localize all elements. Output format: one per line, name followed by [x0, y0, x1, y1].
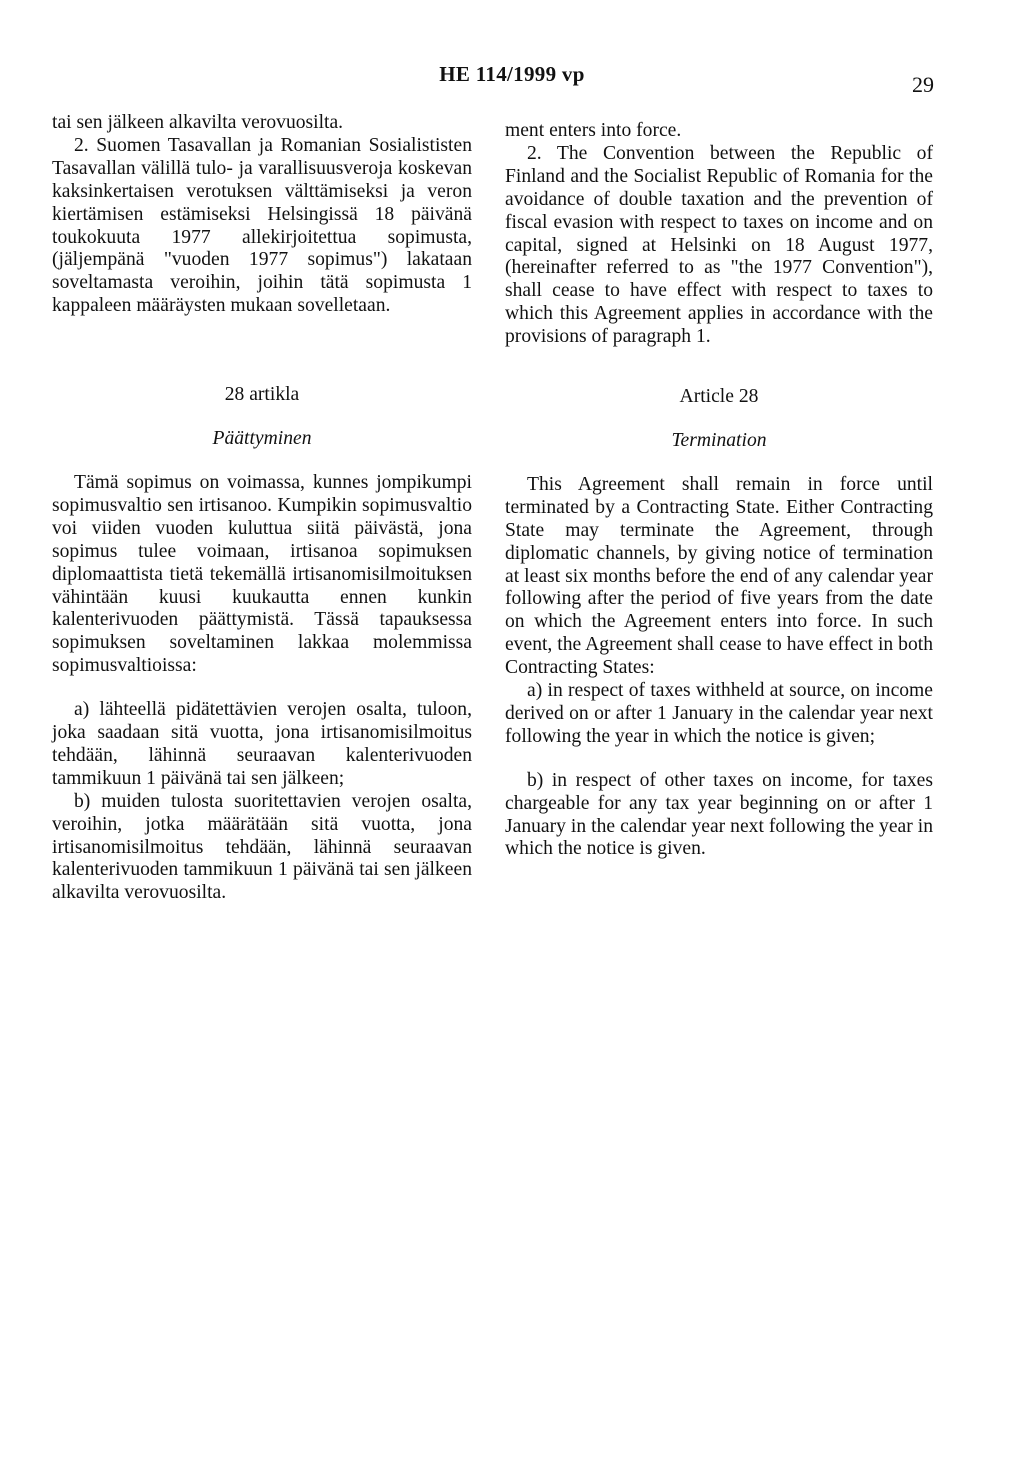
english-article-number: Article 28	[679, 386, 759, 408]
page-number: 29	[912, 72, 934, 97]
english-article-title: Termination	[671, 429, 767, 451]
finnish-article-body: Tämä sopimus on voimassa, kunnes jompikumpi sopimusvaltio sen irtisanoo. Kumpikin sopimusvaltio voi viiden vuoden kuluttua siitä päivästä, jona sopimus tulee voimaan, irtisanoa sopimuksen diplomaattista tietä tekemällä irtisanomisilmoituksen vähintään kuusi kuukautta ennen kunkin kalenterivuoden päättymistä. Tässä tapauksessa sopimuksen soveltaminen lakkaa molemmissa sopimusvaltioissa:	[52, 471, 472, 677]
document-header-title: HE 114/1999 vp	[439, 62, 585, 86]
finnish-paragraph-2: 2. Suomen Tasavallan ja Romanian Sosialististen Tasavallan välillä tulo- ja varallisuusveroja koskevan kaksinkertaisen verotuksen välttämiseksi ja veron kiertämisen estämiseksi Helsingissä 18 päivänä toukokuuta 1977 allekirjoitettua sopimusta, (jäljempänä "vuoden 1977 sopimus") lakataan soveltamasta veroihin, joihin tätä sopimusta 1 kappaleen määräysten mukaan sovelletaan.	[52, 134, 472, 317]
english-article-body: This Agreement shall remain in force until terminated by a Contracting State. Either Contracting State may terminate the Agreement, through diplomatic channels, by giving notice of termination at least six months before the end of any calendar year following after the period of five years from the date on which the Agreement enters into force. In such event, the Agreement shall cease to have effect in both Contracting States:	[505, 473, 933, 679]
english-continuation: ment enters into force.	[505, 120, 682, 141]
english-column	[505, 120, 933, 861]
finnish-column	[52, 112, 472, 905]
finnish-item-a: a) lähteellä pidätettävien verojen osalta, tuloon, joka saadaan sitä vuotta, jona irtisanomisilmoitus tehdään, lähinnä seuraavan kalenterivuoden tammikuun 1 päivänä tai sen jälkeen;	[52, 699, 472, 789]
finnish-article-title: Päättyminen	[212, 428, 312, 450]
english-item-a: a) in respect of taxes withheld at source, on income derived on or after 1 January in the calendar year next following the year in which the notice is given;	[505, 680, 933, 747]
finnish-item-b: b) muiden tulosta suoritettavien verojen osalta, veroihin, jotka määrätään sitä vuotta, jona irtisanomisilmoitus tehdään, lähinnä seuraavan kalenterivuoden tammikuun 1 päivänä tai sen jälkeen alkavilta verovuosilta.	[52, 790, 472, 904]
english-paragraph-2: 2. The Convention between the Republic of Finland and the Socialist Republic of Romania for the avoidance of double taxation and the prevention of fiscal evasion with respect to taxes on income and on capital, signed at Helsinki on 18 August 1977, (hereinafter referred to as "the 1977 Convention"), shall cease to have effect with respect to taxes to which this Agreement applies in accordance with the provisions of paragraph 1.	[505, 142, 933, 348]
finnish-continuation: tai sen jälkeen alkavilta verovuosilta.	[52, 112, 344, 133]
english-item-b: b) in respect of other taxes on income, for taxes chargeable for any tax year beginning on or after 1 January in the calendar year next following the year in which the notice is given.	[505, 769, 933, 860]
finnish-article-number: 28 artikla	[224, 384, 300, 406]
